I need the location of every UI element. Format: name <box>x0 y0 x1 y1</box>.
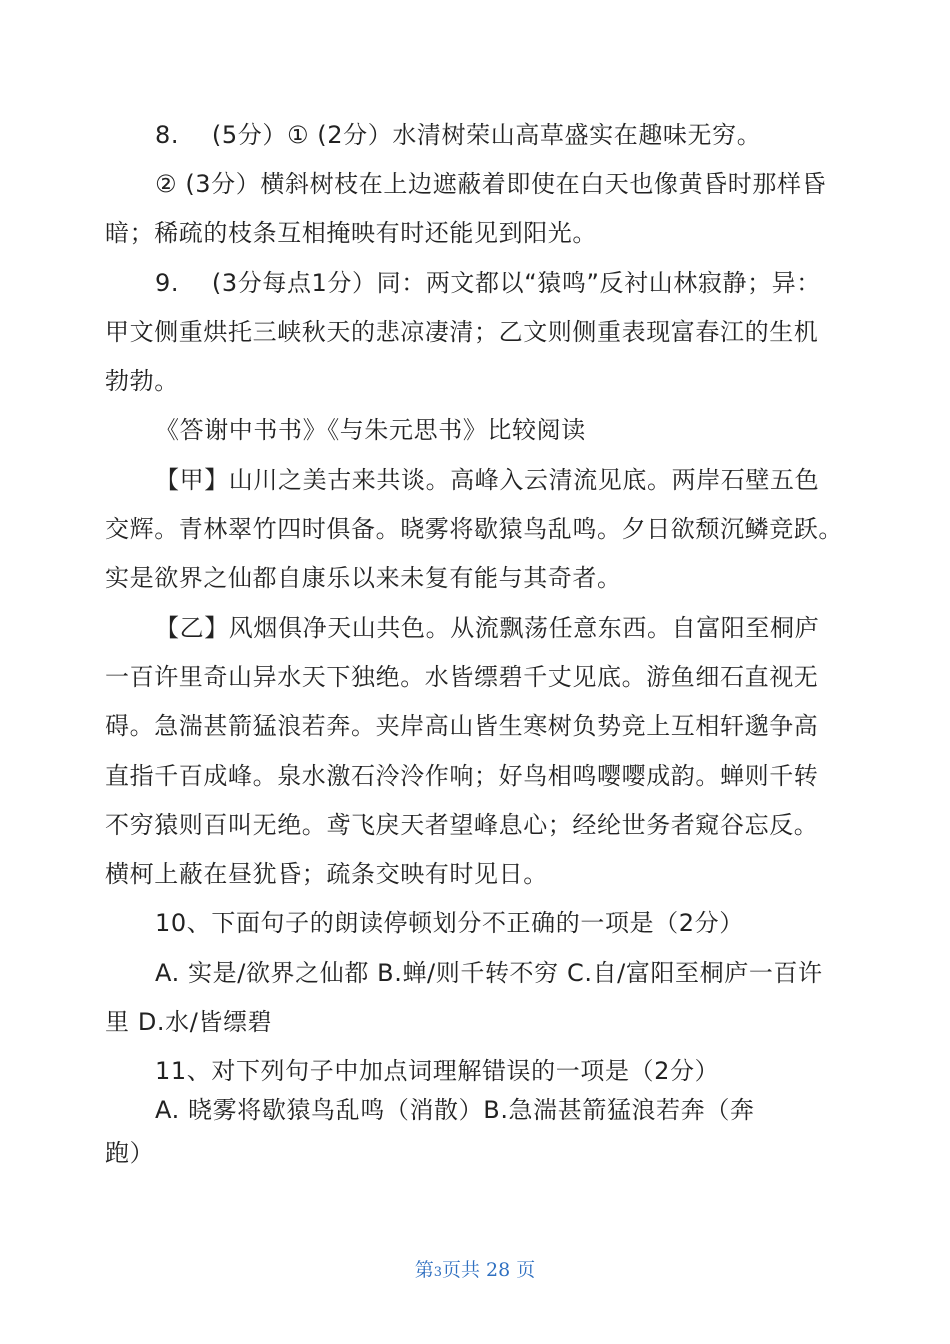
question-11-options-continued: 跑） <box>105 1139 155 1167</box>
question-10-options-continued: 里 D.水/皆缥碧 <box>105 1008 273 1036</box>
footer-page-number: 3 <box>433 1265 443 1280</box>
answer-8-part2-line: ② (3分）横斜树枝在上边遮蔽着即使在白天也像黄昏时那样昏 <box>155 170 827 198</box>
passage-b-line: 横柯上蔽在昼犹昏；疏条交映有时见日。 <box>105 860 548 888</box>
answer-8-part2-continued-line: 暗；稀疏的枝条互相掩映有时还能见到阳光。 <box>105 219 597 247</box>
passage-b-line: 【乙】风烟俱净天山共色。从流飘荡任意东西。自富阳至桐庐 <box>155 614 820 642</box>
footer-suffix: 页共 28 页 <box>442 1259 536 1281</box>
section-title: 《答谢中书书》《与朱元思书》比较阅读 <box>155 416 586 444</box>
answer-9-continued-line: 甲文侧重烘托三峡秋天的悲凉凄清；乙文则侧重表现富春江的生机 <box>105 318 819 346</box>
passage-a-line: 【甲】山川之美古来共谈。高峰入云清流见底。两岸石壁五色 <box>155 466 820 494</box>
question-11-options: A. 晓雾将歇猿鸟乱鸣（消散）B.急湍甚箭猛浪若奔（奔 <box>155 1096 755 1124</box>
passage-a-line: 实是欲界之仙都自康乐以来未复有能与其奇者。 <box>105 564 622 592</box>
question-10-options: A. 实是/欲界之仙都 B.蝉/则千转不穷 C.自/富阳至桐庐一百许 <box>155 959 823 987</box>
footer-prefix: 第 <box>414 1259 434 1281</box>
passage-b-line: 一百许里奇山异水天下独绝。水皆缥碧千丈见底。游鱼细石直视无 <box>105 663 819 691</box>
answer-9-line: 9. (3分每点1分）同：两文都以“猿鸣”反衬山林寂静；异： <box>155 269 821 297</box>
page-footer <box>0 1257 950 1286</box>
passage-b-line: 直指千百成峰。泉水激石泠泠作响；好鸟相鸣嘤嘤成韵。蝉则千转 <box>105 762 819 790</box>
answer-8-line: 8. (5分）① (2分）水清树荣山高草盛实在趣味无穷。 <box>155 121 762 149</box>
question-11: 11、对下列句子中加点词理解错误的一项是（2分） <box>155 1057 720 1085</box>
passage-b-line: 不穷猿则百叫无绝。鸢飞戾天者望峰息心；经纶世务者窥谷忘反。 <box>105 811 819 839</box>
answer-9-end-line: 勃勃。 <box>105 367 179 395</box>
passage-a-line: 交辉。青林翠竹四时俱备。晓雾将歇猿鸟乱鸣。夕日欲颓沉鳞竞跃。 <box>105 515 843 543</box>
passage-b-line: 碍。急湍甚箭猛浪若奔。夹岸高山皆生寒树负势竞上互相轩邈争高 <box>105 712 819 740</box>
question-10: 10、下面句子的朗读停顿划分不正确的一项是（2分） <box>155 909 744 937</box>
